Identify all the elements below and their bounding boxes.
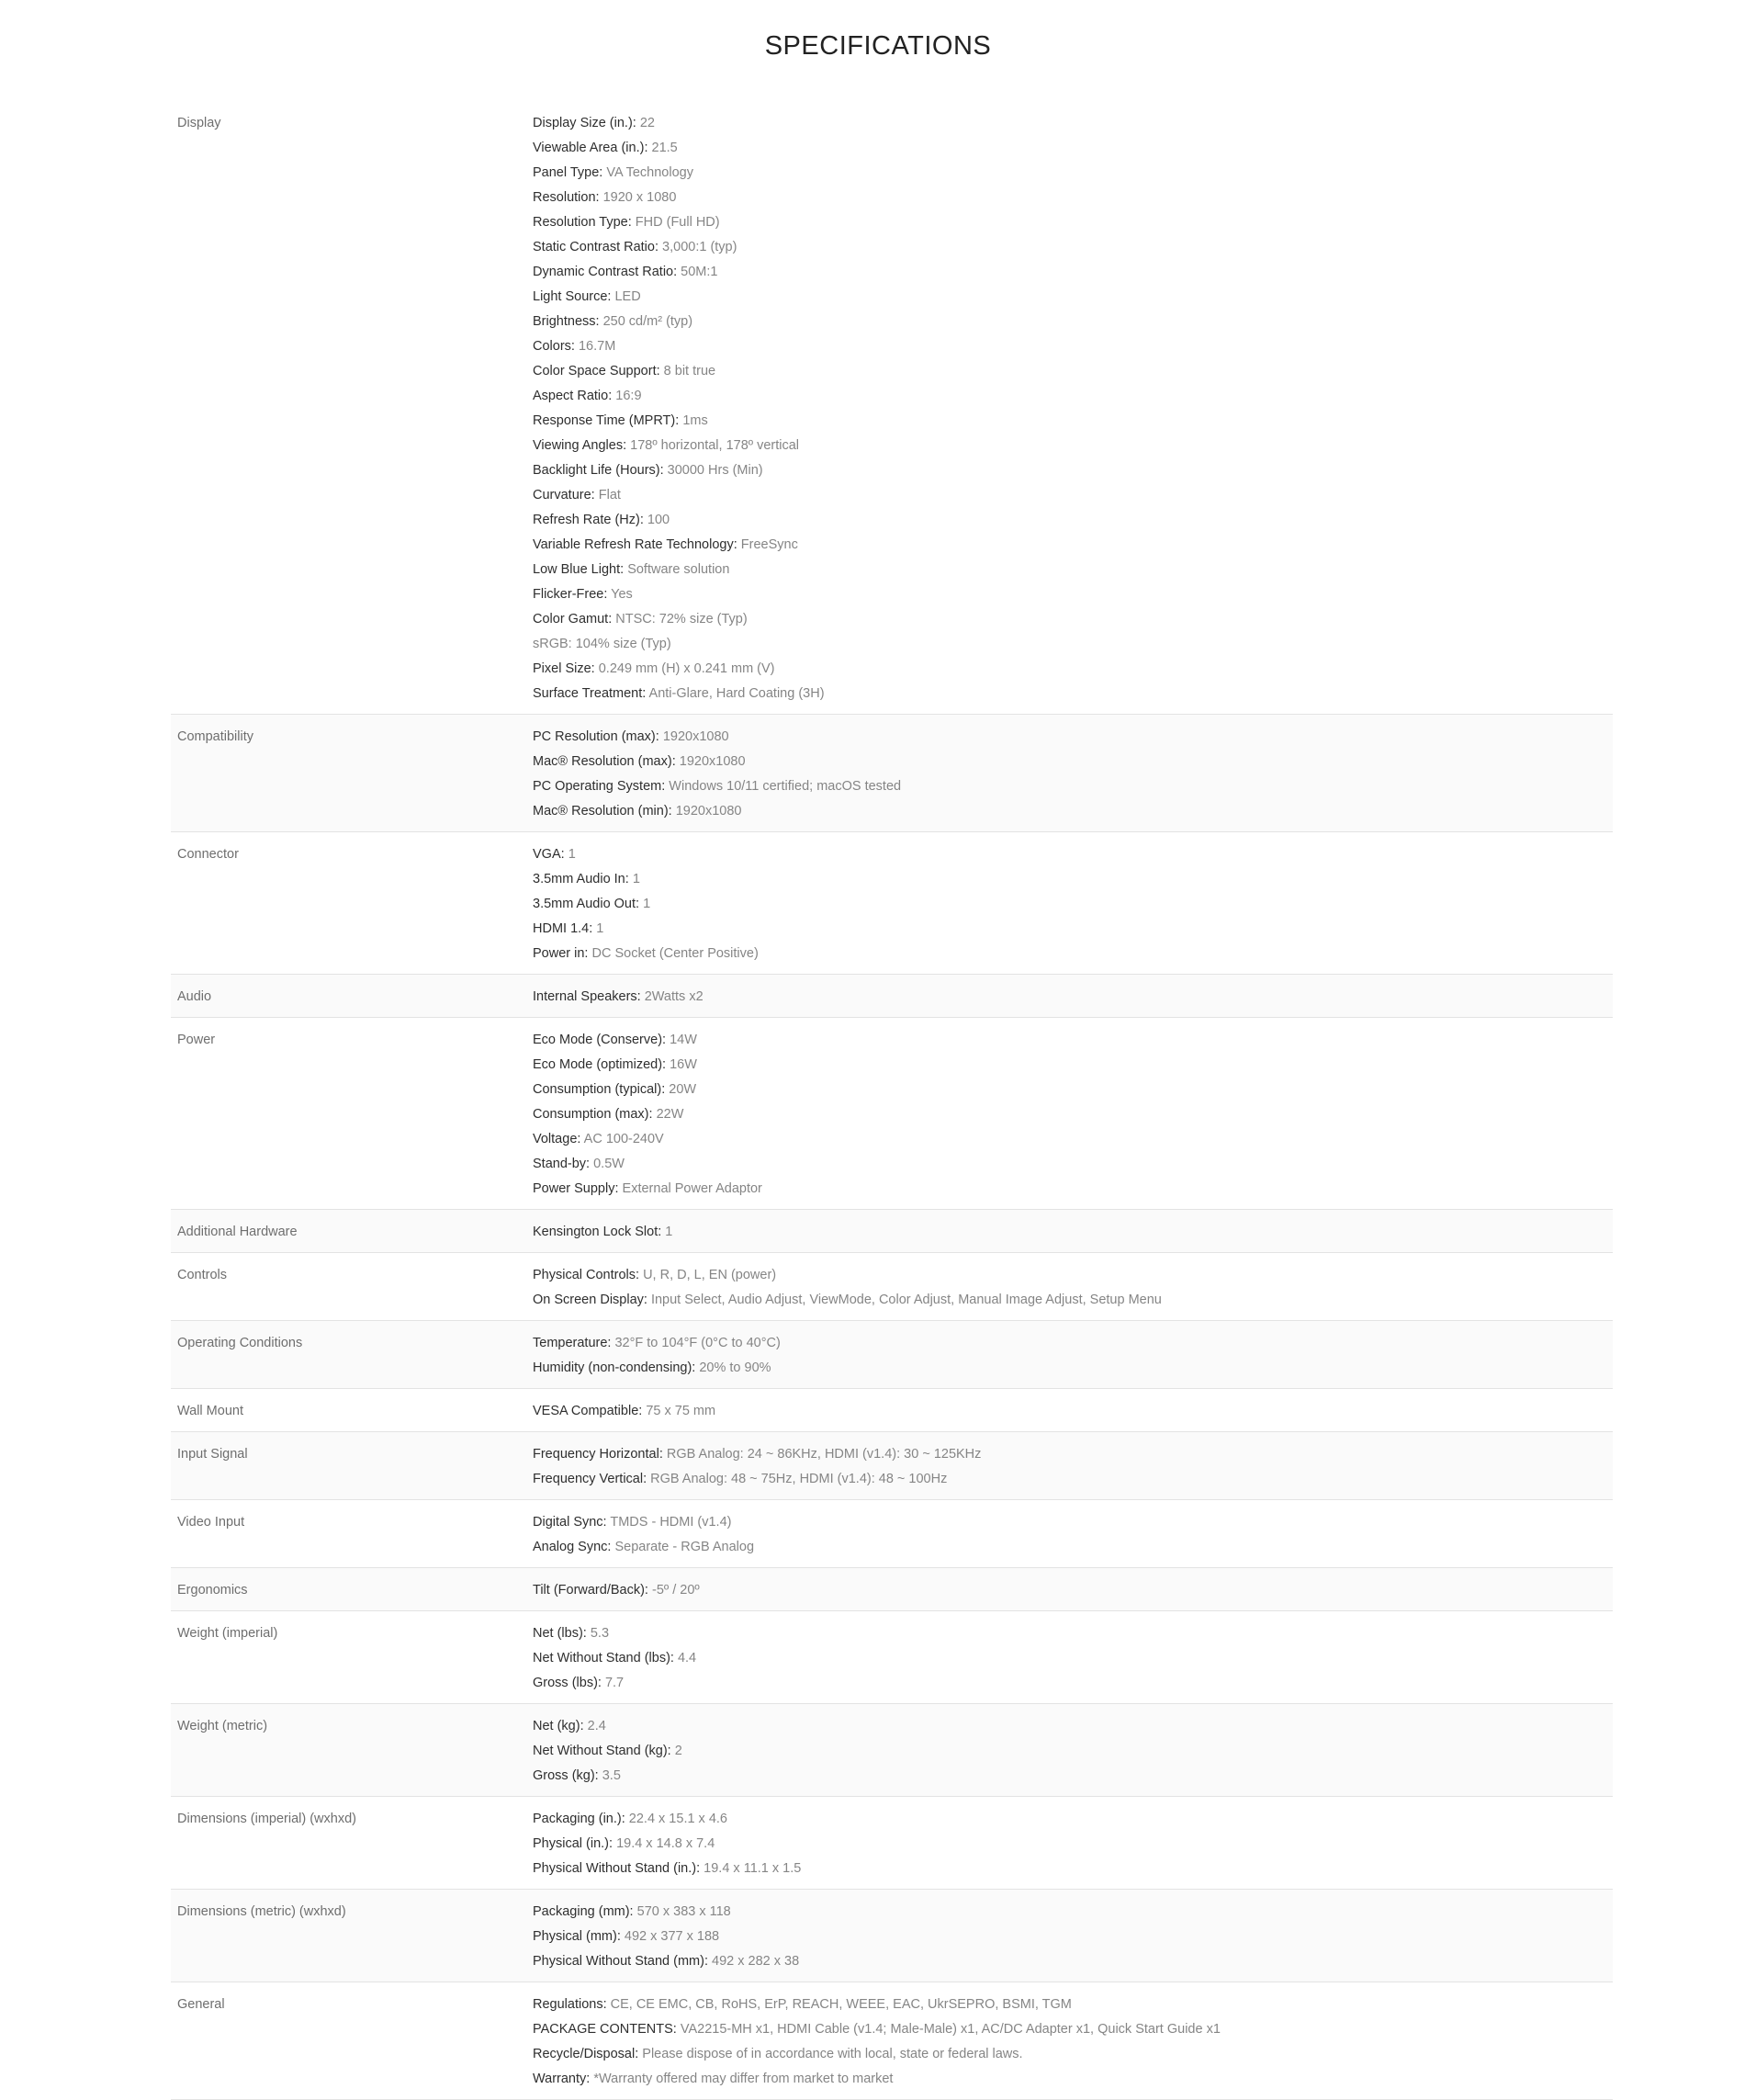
spec-item-label: Physical (mm): [533,1929,621,1944]
spec-item-value: Separate - RGB Analog [614,1540,755,1554]
spec-item-label: 3.5mm Audio Out: [533,897,640,911]
spec-item [533,725,1613,750]
spec-item-value: 250 cd/m² (typ) [602,314,693,329]
spec-item-list [533,985,1613,1010]
spec-item-value: RGB Analog: 24 ~ 86KHz, HDMI (v1.4): 30 ~ 125KHz [666,1447,982,1462]
spec-item-label: Kensington Lock Slot: [533,1225,662,1239]
spec-item [533,1467,1613,1492]
spec-item-value: 2.4 [587,1719,606,1733]
spec-item [533,1356,1613,1381]
spec-item-value: Please dispose of in accordance with local, state or federal laws. [642,2047,1023,2061]
spec-section [171,1432,1613,1500]
spec-item-label: Surface Treatment: [533,686,647,701]
spec-item-label: Eco Mode (optimized): [533,1057,667,1072]
spec-item-value: NTSC: 72% size (Typ) [615,612,748,627]
spec-item [533,1900,1613,1925]
spec-item-value: 1920 x 1080 [602,190,677,205]
spec-item-list [533,1331,1613,1381]
spec-item-value: 1920x1080 [662,729,729,744]
spec-item-value: 8 bit true [663,364,716,378]
spec-item-value: VA2215-MH x1, HDMI Cable (v1.4; Male-Male) x1, AC/DC Adapter x1, Quick Start Guide x1 [680,2022,1221,2037]
spec-item-value: Input Select, Audio Adjust, ViewMode, Color Adjust, Manual Image Adjust, Setup Menu [650,1293,1162,1307]
spec-item [533,1442,1613,1467]
spec-item-value: Yes [611,587,633,602]
spec-section [171,1018,1613,1210]
spec-item [533,1078,1613,1102]
spec-item-label: Physical Without Stand (in.): [533,1861,701,1876]
spec-item-label: Regulations: [533,1997,607,2012]
spec-section [171,1321,1613,1389]
spec-item-value: 2Watts x2 [644,989,704,1004]
spec-item-label: Net (lbs): [533,1626,587,1641]
spec-item-value: Windows 10/11 certified; macOS tested [669,779,902,794]
spec-item-value: 5.3 [590,1626,610,1641]
spec-item-label: Physical Without Stand (mm): [533,1954,708,1969]
spec-item-value: 22W [656,1107,684,1122]
spec-item [533,310,1613,334]
spec-item-value: TMDS - HDMI (v1.4) [610,1515,732,1530]
spec-section [171,1797,1613,1890]
spec-item-value: 19.4 x 11.1 x 1.5 [704,1861,802,1876]
spec-item [533,434,1613,458]
spec-item-value: 20W [669,1082,697,1097]
spec-item-label: VESA Compatible: [533,1404,643,1418]
spec-item-label: Internal Speakers: [533,989,641,1004]
spec-item-label: Consumption (typical): [533,1082,666,1097]
spec-item [533,1399,1613,1424]
spec-item-label: PACKAGE CONTENTS: [533,2022,677,2037]
spec-item [533,161,1613,186]
spec-item-value: 1 [665,1225,673,1239]
spec-item-value: 32°F to 104°F (0°C to 40°C) [614,1336,781,1350]
spec-item-label: Colors: [533,339,575,354]
spec-item-label: Color Gamut: [533,612,613,627]
spec-item-value: -5º / 20º [651,1583,700,1598]
spec-item [533,1053,1613,1078]
spec-item-label: Backlight Life (Hours): [533,463,664,478]
spec-category-label: Dimensions (imperial) (wxhxd) [177,1812,356,1826]
spec-category-label: Display [177,116,221,130]
spec-item [533,842,1613,867]
spec-item-label: Stand-by: [533,1157,591,1171]
spec-item-value: Software solution [627,562,730,577]
spec-item-label: Tilt (Forward/Back): [533,1583,648,1598]
spec-item-value: 4.4 [677,1651,697,1665]
spec-category-label: Ergonomics [177,1583,248,1598]
spec-item-label: Temperature: [533,1336,612,1350]
spec-item-label: Humidity (non-condensing): [533,1360,696,1375]
spec-item-label: Packaging (in.): [533,1812,625,1826]
spec-item-value: 7.7 [604,1676,625,1690]
spec-section [171,975,1613,1018]
spec-item-list [533,1442,1613,1492]
spec-item-label: Analog Sync: [533,1540,612,1554]
spec-item-list [533,1993,1613,2092]
spec-category-label: Operating Conditions [177,1336,303,1350]
spec-item [533,334,1613,359]
spec-item [533,1646,1613,1671]
spec-item-value: Flat [598,488,621,502]
spec-item-label: Packaging (mm): [533,1904,634,1919]
spec-item-list [533,1578,1613,1603]
spec-item-list [533,1621,1613,1696]
spec-item-label: 3.5mm Audio In: [533,872,629,886]
spec-item [533,384,1613,409]
spec-item-label: Digital Sync: [533,1515,607,1530]
spec-item-label: Frequency Horizontal: [533,1447,663,1462]
spec-item [533,1993,1613,2017]
spec-item [533,111,1613,136]
spec-item [533,750,1613,774]
spec-item [533,2067,1613,2092]
spec-item [533,1177,1613,1202]
spec-category-label: Compatibility [177,729,253,744]
spec-item-value: 1 [643,897,651,911]
spec-item-label: Viewing Angles: [533,438,627,453]
spec-item-label: Resolution: [533,190,600,205]
spec-section [171,832,1613,975]
spec-item-value: CE, CE EMC, CB, RoHS, ErP, REACH, WEEE, EAC, UkrSEPRO, BSMI, TGM [610,1997,1072,2012]
spec-item [533,1127,1613,1152]
spec-item-label: Power Supply: [533,1181,619,1196]
spec-item-label: Power in: [533,946,589,961]
spec-category-label: Additional Hardware [177,1225,298,1239]
spec-item-label: Viewable Area (in.): [533,141,648,155]
spec-item [533,1621,1613,1646]
spec-item-label: Panel Type: [533,165,603,180]
spec-item-label: Flicker-Free: [533,587,608,602]
spec-item-label: Consumption (max): [533,1107,653,1122]
spec-item-label: Response Time (MPRT): [533,413,680,428]
spec-item-value: AC 100-240V [583,1132,664,1146]
spec-item-label: Aspect Ratio: [533,389,613,403]
spec-item-value: 492 x 282 x 38 [712,1954,800,1969]
spec-item-value: 22.4 x 15.1 x 4.6 [628,1812,727,1826]
page-title: SPECIFICATIONS [764,31,992,61]
spec-section [171,1500,1613,1568]
spec-item [533,483,1613,508]
spec-item [533,1220,1613,1245]
spec-item [533,1739,1613,1764]
spec-item-list [533,1807,1613,1881]
spec-section [171,105,1613,715]
spec-item-value: sRGB: 104% size (Typ) [533,637,671,651]
spec-item-value: 492 x 377 x 188 [624,1929,720,1944]
spec-item-label: Pixel Size: [533,661,595,676]
spec-item-value: 3.5 [602,1768,621,1783]
spec-item-label: Physical (in.): [533,1836,613,1851]
spec-item [533,799,1613,824]
spec-item-value: 20% to 90% [699,1360,771,1375]
spec-section [171,1568,1613,1611]
spec-item-list [533,1714,1613,1789]
spec-item-label: Eco Mode (Conserve): [533,1033,667,1047]
spec-item-label: Low Blue Light: [533,562,625,577]
spec-item-value: 16.7M [578,339,616,354]
spec-item-label: Gross (kg): [533,1768,599,1783]
spec-item-value: *Warranty offered may differ from market to market [593,2072,894,2086]
spec-item-value: 16:9 [615,389,642,403]
spec-item-value: 1920x1080 [679,754,746,769]
spec-item [533,632,1613,657]
spec-item-value: 0.249 mm (H) x 0.241 mm (V) [598,661,775,676]
spec-item-label: Voltage: [533,1132,581,1146]
spec-item [533,1949,1613,1974]
spec-item-value: 570 x 383 x 118 [636,1904,731,1919]
spec-item-label: Brightness: [533,314,600,329]
spec-item-list [533,1028,1613,1202]
spec-item-label: Mac® Resolution (max): [533,754,676,769]
spec-item-label: Variable Refresh Rate Technology: [533,537,737,552]
spec-item-value: DC Socket (Center Positive) [591,946,759,961]
spec-item-label: Net (kg): [533,1719,584,1733]
spec-category-label: Weight (metric) [177,1719,268,1733]
spec-item-label: Display Size (in.): [533,116,636,130]
spec-item-value: 2 [674,1744,682,1758]
spec-item-label: Resolution Type: [533,215,632,230]
spec-item-value: 1ms [682,413,708,428]
spec-item [533,2017,1613,2042]
spec-item [533,458,1613,483]
spec-item-value: FHD (Full HD) [635,215,720,230]
spec-category-label: Dimensions (metric) (wxhxd) [177,1904,346,1919]
spec-item [533,1714,1613,1739]
spec-item-label: Net Without Stand (lbs): [533,1651,674,1665]
spec-item [533,917,1613,942]
spec-item-label: Mac® Resolution (min): [533,804,672,819]
spec-item [533,558,1613,582]
spec-item-list [533,1263,1613,1313]
spec-item [533,942,1613,966]
spec-item [533,2042,1613,2067]
spec-item-list [533,1220,1613,1245]
spec-category-label: General [177,1997,225,2012]
spec-item [533,682,1613,706]
spec-item-label: Refresh Rate (Hz): [533,513,644,527]
spec-item-label: Curvature: [533,488,595,502]
spec-item-value: 75 x 75 mm [646,1404,716,1418]
spec-category-label: Wall Mount [177,1404,243,1418]
spec-item-value: LED [614,289,641,304]
spec-item [533,1925,1613,1949]
spec-item-value: 1920x1080 [675,804,742,819]
spec-item [533,533,1613,558]
spec-item-label: Color Space Support: [533,364,660,378]
spec-item-value: U, R, D, L, EN (power) [643,1268,777,1282]
spec-item-value: 3,000:1 (typ) [662,240,737,254]
spec-item [533,1535,1613,1560]
spec-item [533,657,1613,682]
spec-item-value: FreeSync [740,537,798,552]
spec-item-value: 50M:1 [681,265,718,279]
spec-item-value: 0.5W [593,1157,625,1171]
spec-item-value: 16W [670,1057,697,1072]
spec-item-value: 14W [670,1033,697,1047]
spec-item [533,285,1613,310]
spec-item [533,1671,1613,1696]
spec-item [533,1288,1613,1313]
spec-item [533,235,1613,260]
spec-item-value: 178º horizontal, 178º vertical [630,438,800,453]
spec-item [533,1028,1613,1053]
spec-item-value: Anti-Glare, Hard Coating (3H) [648,686,825,701]
spec-item [533,1764,1613,1789]
spec-category-label: Power [177,1033,216,1047]
spec-item-label: Warranty: [533,2072,591,2086]
spec-item-label: Static Contrast Ratio: [533,240,658,254]
spec-item-label: Light Source: [533,289,612,304]
spec-item [533,774,1613,799]
spec-category-label: Controls [177,1268,227,1282]
spec-item [533,607,1613,632]
spec-item-value: VA Technology [606,165,693,180]
spec-item [533,1832,1613,1857]
spec-item [533,985,1613,1010]
spec-item [533,1331,1613,1356]
spec-item [533,1510,1613,1535]
spec-item [533,186,1613,210]
spec-item-list [533,842,1613,966]
spec-item-label: VGA: [533,847,565,862]
spec-item-value: External Power Adaptor [622,1181,762,1196]
spec-item [533,508,1613,533]
spec-item-label: PC Resolution (max): [533,729,659,744]
spec-category-label: Connector [177,847,239,862]
spec-item [533,1152,1613,1177]
spec-section [171,1611,1613,1704]
spec-item-list [533,111,1613,706]
spec-item-value: 1 [568,847,576,862]
spec-item-label: Gross (lbs): [533,1676,602,1690]
spec-item [533,1102,1613,1127]
spec-item-value: 19.4 x 14.8 x 7.4 [616,1836,715,1851]
spec-item-list [533,1900,1613,1974]
spec-section [171,1389,1613,1432]
spec-item-value: 22 [639,116,655,130]
spec-item-label: Net Without Stand (kg): [533,1744,671,1758]
spec-item [533,409,1613,434]
spec-item [533,1857,1613,1881]
spec-item-value: 1 [596,921,604,936]
spec-section [171,715,1613,832]
spec-section [171,1982,1613,2100]
spec-section [171,1890,1613,1982]
spec-section [171,1253,1613,1321]
spec-item-label: On Screen Display: [533,1293,647,1307]
spec-category-label: Weight (imperial) [177,1626,278,1641]
spec-item-label: Recycle/Disposal: [533,2047,639,2061]
spec-item-label: Dynamic Contrast Ratio: [533,265,678,279]
spec-item [533,867,1613,892]
spec-item [533,892,1613,917]
spec-item-label: PC Operating System: [533,779,666,794]
spec-item [533,1263,1613,1288]
spec-table [171,105,1613,2100]
spec-item [533,1807,1613,1832]
spec-item-label: Physical Controls: [533,1268,640,1282]
spec-item-value: 100 [647,513,670,527]
spec-category-label: Video Input [177,1515,245,1530]
spec-section [171,1210,1613,1253]
spec-category-label: Audio [177,989,212,1004]
spec-item-label: Frequency Vertical: [533,1472,647,1486]
spec-item-list [533,1510,1613,1560]
spec-section [171,1704,1613,1797]
spec-item [533,359,1613,384]
spec-item-value: 1 [632,872,640,886]
spec-item [533,136,1613,161]
spec-item [533,1578,1613,1603]
spec-item-value: 21.5 [651,141,678,155]
spec-category-label: Input Signal [177,1447,248,1462]
spec-item-label: HDMI 1.4: [533,921,593,936]
spec-item [533,582,1613,607]
spec-item-value: 30000 Hrs (Min) [667,463,763,478]
spec-item-list [533,725,1613,824]
spec-item [533,260,1613,285]
spec-item [533,210,1613,235]
spec-item-list [533,1399,1613,1424]
spec-item-value: RGB Analog: 48 ~ 75Hz, HDMI (v1.4): 48 ~ 100Hz [650,1472,948,1486]
